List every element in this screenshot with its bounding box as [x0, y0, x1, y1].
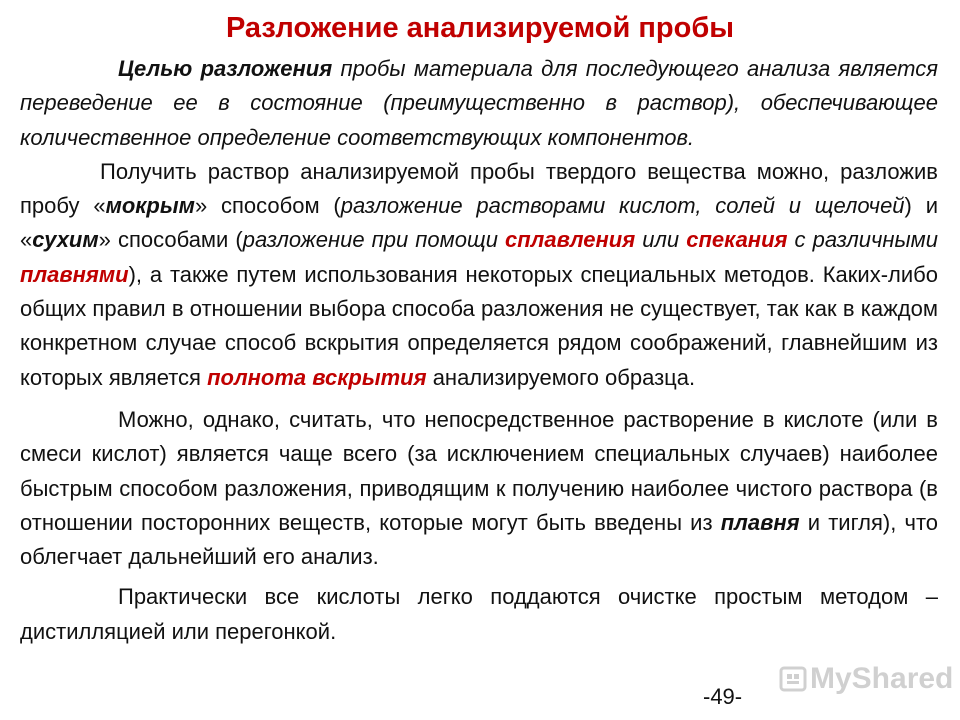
term-flux: плавня [720, 509, 800, 535]
term-sintering: спекания [686, 227, 788, 253]
dry-method-or: или [635, 227, 687, 253]
paragraph-methods-text-4: » способами ( [98, 227, 243, 253]
paragraph-methods [20, 155, 938, 395]
term-dry: сухим [32, 227, 99, 253]
watermark-logo-icon [778, 664, 808, 696]
term-fluxes: плавнями [20, 261, 129, 287]
paragraph-purpose-text: пробы материала для последующего анализа является переведение ее в состояние (преимущественно в раствор), обеспечивающее количественное определение соответствующих компонентов. [20, 56, 938, 150]
paragraph-methods-text-2: » способом ( [194, 193, 341, 219]
paragraph-acid-text-2: и тигля), что облегчает дальнейший его анализ. [20, 509, 939, 570]
term-wet: мокрым [105, 193, 195, 219]
watermark [776, 660, 954, 700]
dry-method-with: с различными [787, 227, 938, 253]
paragraph-methods-text-6: анализируемого образца. [426, 364, 696, 390]
dry-method-description: разложение при помощи [242, 227, 505, 253]
term-purpose-of-decomposition: Целью разложения [118, 56, 333, 81]
paragraph-acid-purification [20, 580, 938, 649]
paragraph-methods-text-1: Получить раствор анализируемой пробы твердого вещества можно, разложив пробу « [20, 158, 938, 219]
paragraph-purification-text: Практически все кислоты легко поддаются очистке простым методом – дистилляцией или перегонкой. [20, 584, 938, 644]
term-completeness-of-opening: полнота вскрытия [207, 364, 427, 390]
slide-title: Разложение анализируемой пробы [225, 12, 735, 44]
page-number: -49- [703, 684, 743, 709]
wet-method-description: разложение растворами кислот, солей и щелочей [340, 193, 905, 219]
body-text [20, 52, 938, 649]
paragraph-purpose [20, 52, 938, 155]
watermark-text: MyShared [810, 662, 954, 695]
paragraph-methods-text-5: ), а также путем использования некоторых специальных методов. Каких-либо общих правил в отношении выбора способа разложения не существует, так как в каждом конкретном случае способ вскрытия определяется рядом соображений, главнейшим из которых является [20, 261, 938, 390]
paragraph-methods-text-3: ) и « [20, 193, 938, 253]
term-fusion: сплавления [505, 227, 636, 253]
paragraph-acid-text-1: Можно, однако, считать, что непосредственное растворение в кислоте (или в смеси кислот) является чаще всего (за исключением специальных случаев) наиболее быстрым способом разложения, приводящим к получению наиболее чистого раствора (в отношении посторонних веществ, которые могут быть введены из [20, 406, 938, 535]
paragraph-acid-dissolution [20, 403, 938, 574]
